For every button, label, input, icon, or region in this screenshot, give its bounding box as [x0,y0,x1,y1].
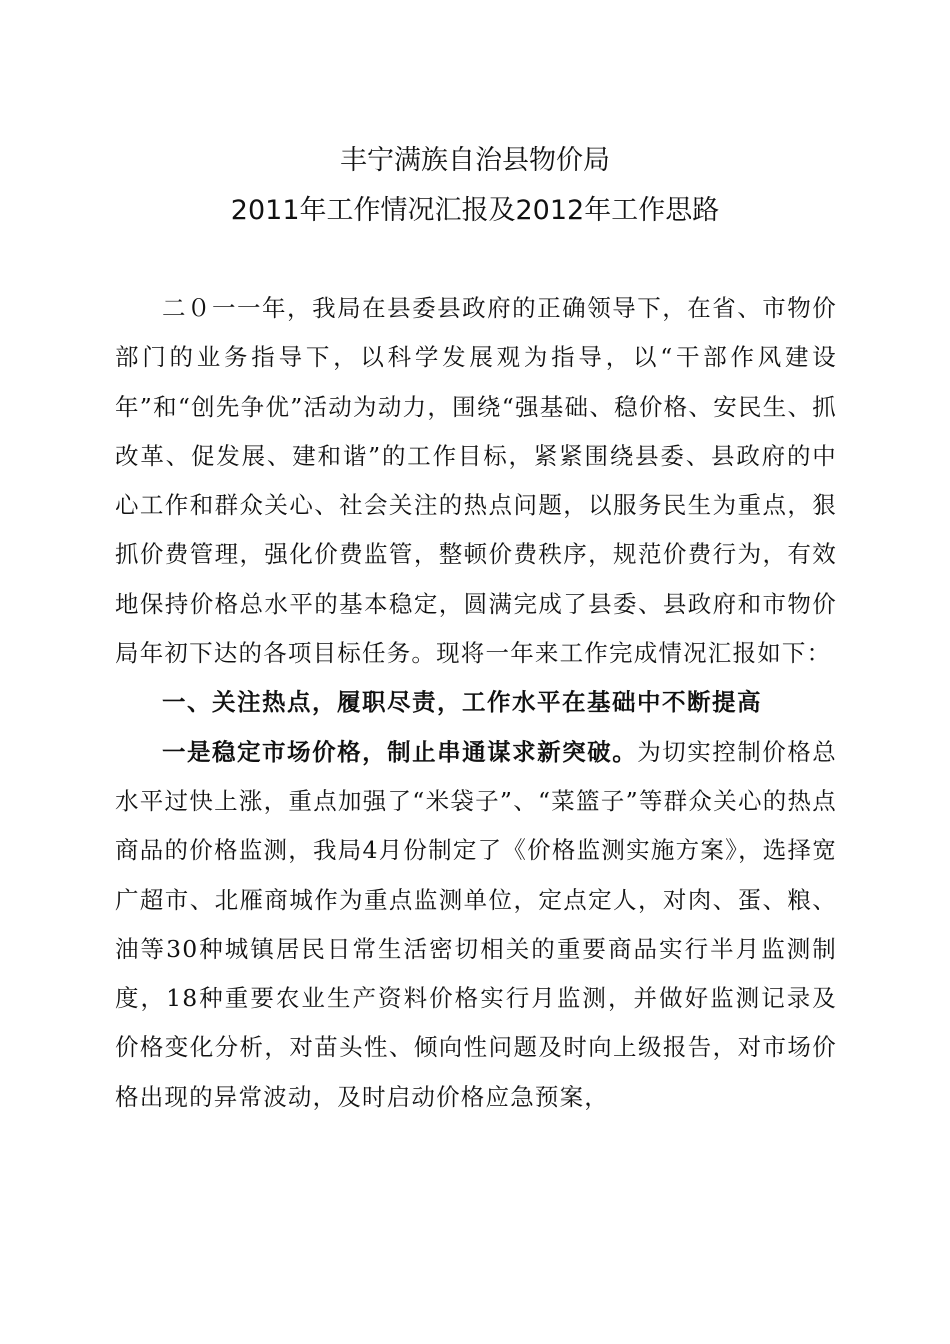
title-line-organization: 丰宁满族自治县物价局 [340,145,610,176]
title-line-report: 2011年工作情况汇报及2012年工作思路 [230,195,720,226]
document-body [115,284,837,1122]
document-title [0,136,950,236]
section-1-paragraph-1 [115,728,837,1122]
section-heading-1: 一、关注热点，履职尽责，工作水平在基础中不断提高 [162,688,762,717]
paragraph-lead-phrase: 一是稳定市场价格，制止串通谋求新突破。 [162,737,638,766]
paragraph-body-text: 为切实控制价格总水平过快上涨，重点加强了“米袋子”、“菜篮子”等群众关心的热点商品的价格监测，我局4月份制定了《价格监测实施方案》，选择宽广超市、北雁商城作为重点监测单位，定点定人，对肉、蛋、粮、油等30种城镇居民日常生活密切相关的重要商品实行半月监测制度，18种重要农业生产资料价格实行月监测，并做好监测记录及价格变化分析，对苗头性、倾向性问题及时向上级报告，对市场价格出现的异常波动，及时启动价格应急预案， [115,737,837,1111]
intro-paragraph: 二０一一年，我局在县委县政府的正确领导下，在省、市物价部门的业务指导下，以科学发展观为指导，以“干部作风建设年”和“创先争优”活动为动力，围绕“强基础、稳价格、安民生、抓改革、促发展、建和谐”的工作目标，紧紧围绕县委、县政府的中心工作和群众关心、社会关注的热点问题，以服务民生为重点，狠抓价费管理，强化价费监管，整顿价费秩序，规范价费行为，有效地保持价格总水平的基本稳定，圆满完成了县委、县政府和市物价局年初下达的各项目标任务。现将一年来工作完成情况汇报如下： [115,294,837,668]
